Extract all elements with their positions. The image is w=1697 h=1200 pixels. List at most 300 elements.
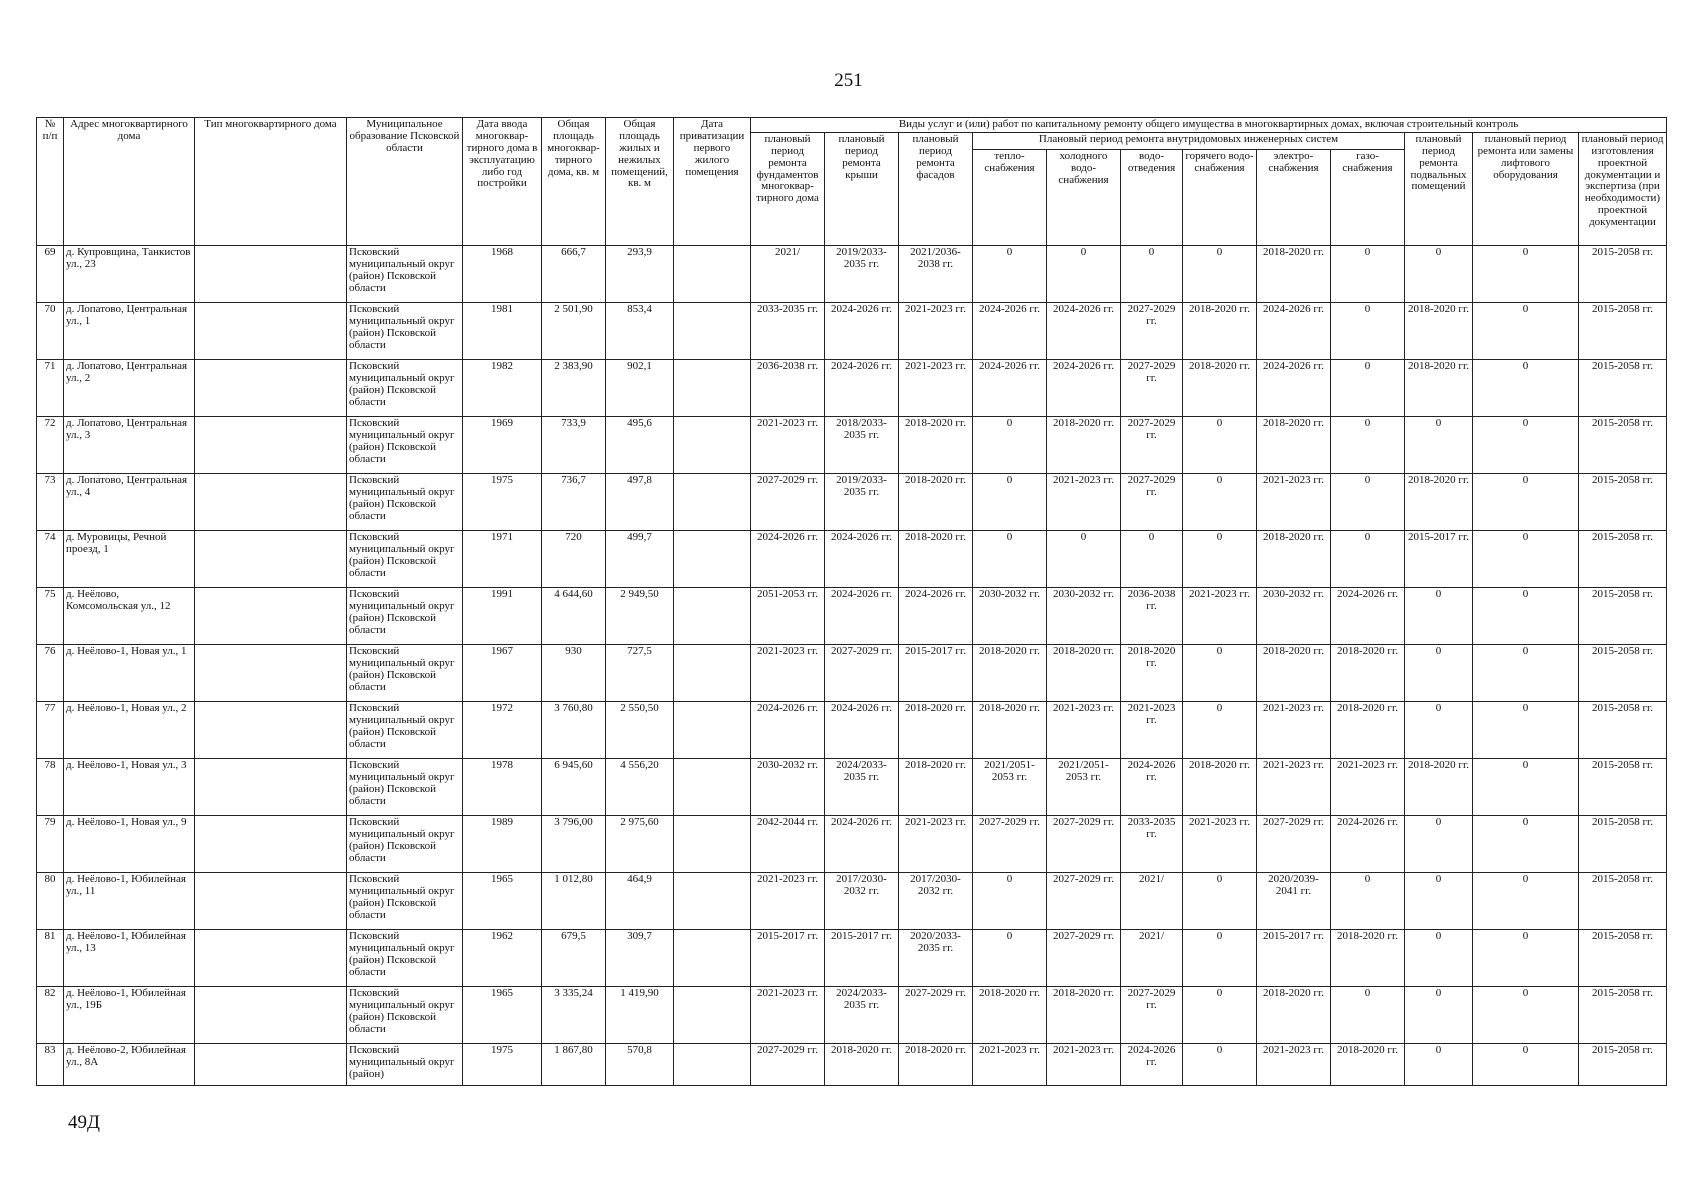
cell-privatization (674, 302, 751, 359)
cell-area-premises: 570,8 (606, 1043, 674, 1085)
cell-privatization (674, 1043, 751, 1085)
cell-gas: 0 (1331, 986, 1405, 1043)
cell-area-premises: 4 556,20 (606, 758, 674, 815)
header-engineering-group: Плановый период ремонта внутридомовых инженерных систем (973, 132, 1405, 149)
cell-municipality: Псковский муниципальный округ (район) Псковской области (347, 929, 463, 986)
cell-design: 2015-2058 гг. (1579, 758, 1667, 815)
cell-electricity: 2024-2026 гг. (1257, 359, 1331, 416)
cell-sewerage: 0 (1121, 530, 1183, 587)
cell-gas: 2018-2020 гг. (1331, 701, 1405, 758)
cell-municipality: Псковский муниципальный округ (район) Псковской области (347, 815, 463, 872)
cell-elevator: 0 (1473, 929, 1579, 986)
cell-elevator: 0 (1473, 416, 1579, 473)
cell-privatization (674, 758, 751, 815)
cell-electricity: 2018-2020 гг. (1257, 245, 1331, 302)
cell-type (195, 986, 347, 1043)
cell-municipality: Псковский муниципальный округ (район) Псковской области (347, 473, 463, 530)
cell-elevator: 0 (1473, 701, 1579, 758)
header-sewerage: водо-отведения (1121, 149, 1183, 245)
table-row (37, 245, 1667, 302)
cell-privatization (674, 644, 751, 701)
cell-type (195, 758, 347, 815)
cell-basement: 0 (1405, 872, 1473, 929)
cell-hot-water: 0 (1183, 872, 1257, 929)
cell-heating: 0 (973, 530, 1047, 587)
cell-heating: 2027-2029 гг. (973, 815, 1047, 872)
cell-year: 1965 (463, 986, 542, 1043)
cell-municipality: Псковский муниципальный округ (район) Псковской области (347, 416, 463, 473)
cell-sewerage: 2027-2029 гг. (1121, 416, 1183, 473)
cell-address: д. Неёлово, Комсомольская ул., 12 (64, 587, 195, 644)
cell-num: 71 (37, 359, 64, 416)
cell-municipality: Псковский муниципальный округ (район) Псковской области (347, 986, 463, 1043)
cell-design: 2015-2058 гг. (1579, 986, 1667, 1043)
cell-area-premises: 853,4 (606, 302, 674, 359)
cell-type (195, 416, 347, 473)
cell-num: 79 (37, 815, 64, 872)
cell-year: 1989 (463, 815, 542, 872)
cell-roof: 2027-2029 гг. (825, 644, 899, 701)
cell-gas: 2018-2020 гг. (1331, 644, 1405, 701)
cell-basement: 0 (1405, 416, 1473, 473)
cell-privatization (674, 416, 751, 473)
cell-total-area: 679,5 (542, 929, 606, 986)
cell-roof: 2024/2033-2035 гг. (825, 986, 899, 1043)
cell-roof: 2024-2026 гг. (825, 701, 899, 758)
cell-privatization (674, 929, 751, 986)
cell-foundation: 2021-2023 гг. (751, 872, 825, 929)
cell-gas: 0 (1331, 302, 1405, 359)
cell-facade: 2020/2033-2035 гг. (899, 929, 973, 986)
cell-basement: 0 (1405, 587, 1473, 644)
cell-type (195, 872, 347, 929)
cell-year: 1965 (463, 872, 542, 929)
cell-num: 80 (37, 872, 64, 929)
cell-year: 1991 (463, 587, 542, 644)
header-works-group: Виды услуг и (или) работ по капитальному ремонту общего имущества в многоквартирных домах, включая строительный контроль (751, 118, 1667, 133)
cell-hot-water: 0 (1183, 986, 1257, 1043)
cell-heating: 2021/2051-2053 гг. (973, 758, 1047, 815)
cell-total-area: 6 945,60 (542, 758, 606, 815)
cell-basement: 0 (1405, 815, 1473, 872)
cell-foundation: 2027-2029 гг. (751, 473, 825, 530)
cell-num: 70 (37, 302, 64, 359)
cell-cold-water: 2030-2032 гг. (1047, 587, 1121, 644)
cell-gas: 0 (1331, 416, 1405, 473)
table-body (37, 245, 1667, 1085)
cell-heating: 0 (973, 245, 1047, 302)
cell-cold-water: 2021/2051-2053 гг. (1047, 758, 1121, 815)
cell-sewerage: 2024-2026 гг. (1121, 758, 1183, 815)
cell-basement: 2018-2020 гг. (1405, 758, 1473, 815)
header-address: Адрес многоквартирного дома (64, 118, 195, 246)
cell-electricity: 2020/2039-2041 гг. (1257, 872, 1331, 929)
cell-foundation: 2021/ (751, 245, 825, 302)
table-row (37, 872, 1667, 929)
cell-address: д. Купровщина, Танкистов ул., 23 (64, 245, 195, 302)
cell-type (195, 302, 347, 359)
cell-heating: 2018-2020 гг. (973, 701, 1047, 758)
cell-roof: 2024/2033-2035 гг. (825, 758, 899, 815)
cell-num: 81 (37, 929, 64, 986)
table-row (37, 587, 1667, 644)
cell-area-premises: 2 949,50 (606, 587, 674, 644)
cell-num: 82 (37, 986, 64, 1043)
table-row (37, 986, 1667, 1043)
cell-facade: 2021-2023 гг. (899, 359, 973, 416)
cell-roof: 2024-2026 гг. (825, 302, 899, 359)
cell-hot-water: 0 (1183, 1043, 1257, 1085)
header-cold-water: холодного водо-снабжения (1047, 149, 1121, 245)
cell-type (195, 530, 347, 587)
repair-schedule-table (36, 117, 1667, 1086)
cell-total-area: 720 (542, 530, 606, 587)
cell-gas: 0 (1331, 473, 1405, 530)
cell-municipality: Псковский муниципальный округ (район) (347, 1043, 463, 1085)
cell-facade: 2018-2020 гг. (899, 701, 973, 758)
cell-year: 1972 (463, 701, 542, 758)
page-number: 251 (834, 70, 863, 91)
cell-address: д. Неёлово-1, Юбилейная ул., 19Б (64, 986, 195, 1043)
cell-elevator: 0 (1473, 359, 1579, 416)
table-row (37, 644, 1667, 701)
header-total-area: Общая площадь многоквар-тирного дома, кв. м (542, 118, 606, 246)
cell-electricity: 2021-2023 гг. (1257, 473, 1331, 530)
cell-type (195, 815, 347, 872)
header-basement: плановый период ремонта подвальных помещений (1405, 132, 1473, 245)
cell-elevator: 0 (1473, 587, 1579, 644)
cell-facade: 2021-2023 гг. (899, 302, 973, 359)
cell-elevator: 0 (1473, 872, 1579, 929)
cell-num: 75 (37, 587, 64, 644)
cell-electricity: 2018-2020 гг. (1257, 416, 1331, 473)
cell-facade: 2018-2020 гг. (899, 1043, 973, 1085)
cell-municipality: Псковский муниципальный округ (район) Псковской области (347, 587, 463, 644)
cell-type (195, 473, 347, 530)
cell-electricity: 2021-2023 гг. (1257, 1043, 1331, 1085)
cell-total-area: 2 501,90 (542, 302, 606, 359)
cell-type (195, 1043, 347, 1085)
cell-type (195, 644, 347, 701)
cell-foundation: 2015-2017 гг. (751, 929, 825, 986)
table-header (37, 118, 1667, 246)
cell-design: 2015-2058 гг. (1579, 416, 1667, 473)
cell-municipality: Псковский муниципальный округ (район) Псковской области (347, 245, 463, 302)
cell-design: 2015-2058 гг. (1579, 587, 1667, 644)
cell-sewerage: 2033-2035 гг. (1121, 815, 1183, 872)
cell-cold-water: 2018-2020 гг. (1047, 986, 1121, 1043)
table-row (37, 302, 1667, 359)
cell-electricity: 2027-2029 гг. (1257, 815, 1331, 872)
cell-design: 2015-2058 гг. (1579, 530, 1667, 587)
cell-electricity: 2018-2020 гг. (1257, 644, 1331, 701)
cell-address: д. Муровицы, Речной проезд, 1 (64, 530, 195, 587)
cell-foundation: 2024-2026 гг. (751, 530, 825, 587)
cell-foundation: 2021-2023 гг. (751, 416, 825, 473)
cell-total-area: 1 867,80 (542, 1043, 606, 1085)
header-privatization-date: Дата приватизации первого жилого помещения (674, 118, 751, 246)
cell-facade: 2018-2020 гг. (899, 758, 973, 815)
cell-electricity: 2024-2026 гг. (1257, 302, 1331, 359)
cell-municipality: Псковский муниципальный округ (район) Псковской области (347, 359, 463, 416)
cell-total-area: 666,7 (542, 245, 606, 302)
cell-sewerage: 2036-2038 гг. (1121, 587, 1183, 644)
cell-design: 2015-2058 гг. (1579, 473, 1667, 530)
cell-gas: 0 (1331, 359, 1405, 416)
cell-heating: 2030-2032 гг. (973, 587, 1047, 644)
cell-area-premises: 2 975,60 (606, 815, 674, 872)
cell-facade: 2021-2023 гг. (899, 815, 973, 872)
cell-hot-water: 2021-2023 гг. (1183, 587, 1257, 644)
cell-roof: 2024-2026 гг. (825, 530, 899, 587)
cell-cold-water: 2018-2020 гг. (1047, 416, 1121, 473)
cell-hot-water: 2018-2020 гг. (1183, 758, 1257, 815)
cell-cold-water: 2024-2026 гг. (1047, 359, 1121, 416)
header-foundation: плановый период ремонта фундаментов многоквар-тирного дома (751, 132, 825, 245)
cell-hot-water: 2021-2023 гг. (1183, 815, 1257, 872)
cell-num: 77 (37, 701, 64, 758)
cell-municipality: Псковский муниципальный округ (район) Псковской области (347, 701, 463, 758)
cell-year: 1971 (463, 530, 542, 587)
cell-num: 78 (37, 758, 64, 815)
cell-elevator: 0 (1473, 644, 1579, 701)
cell-year: 1982 (463, 359, 542, 416)
cell-area-premises: 2 550,50 (606, 701, 674, 758)
cell-total-area: 3 796,00 (542, 815, 606, 872)
cell-foundation: 2021-2023 гг. (751, 644, 825, 701)
cell-facade: 2015-2017 гг. (899, 644, 973, 701)
cell-design: 2015-2058 гг. (1579, 245, 1667, 302)
cell-sewerage: 0 (1121, 245, 1183, 302)
cell-basement: 0 (1405, 644, 1473, 701)
cell-roof: 2017/2030-2032 гг. (825, 872, 899, 929)
cell-privatization (674, 359, 751, 416)
header-elevator: плановый период ремонта или замены лифтового оборудования (1473, 132, 1579, 245)
cell-electricity: 2018-2020 гг. (1257, 530, 1331, 587)
cell-hot-water: 0 (1183, 929, 1257, 986)
cell-basement: 2015-2017 гг. (1405, 530, 1473, 587)
cell-basement: 2018-2020 гг. (1405, 359, 1473, 416)
cell-elevator: 0 (1473, 302, 1579, 359)
cell-privatization (674, 986, 751, 1043)
cell-total-area: 736,7 (542, 473, 606, 530)
table-row (37, 758, 1667, 815)
cell-privatization (674, 473, 751, 530)
cell-num: 83 (37, 1043, 64, 1085)
cell-design: 2015-2058 гг. (1579, 644, 1667, 701)
cell-sewerage: 2018-2020 гг. (1121, 644, 1183, 701)
cell-privatization (674, 530, 751, 587)
cell-address: д. Лопатово, Центральная ул., 3 (64, 416, 195, 473)
cell-foundation: 2051-2053 гг. (751, 587, 825, 644)
table-row (37, 929, 1667, 986)
cell-address: д. Лопатово, Центральная ул., 2 (64, 359, 195, 416)
cell-electricity: 2030-2032 гг. (1257, 587, 1331, 644)
cell-area-premises: 293,9 (606, 245, 674, 302)
cell-sewerage: 2027-2029 гг. (1121, 986, 1183, 1043)
cell-foundation: 2024-2026 гг. (751, 701, 825, 758)
cell-num: 69 (37, 245, 64, 302)
header-electricity: электро-снабжения (1257, 149, 1331, 245)
cell-type (195, 359, 347, 416)
cell-basement: 2018-2020 гг. (1405, 473, 1473, 530)
header-type: Тип многоквартирного дома (195, 118, 347, 246)
cell-cold-water: 2027-2029 гг. (1047, 929, 1121, 986)
cell-cold-water: 2021-2023 гг. (1047, 473, 1121, 530)
header-area-premises: Общая площадь жилых и нежилых помещений, кв. м (606, 118, 674, 246)
table-row (37, 815, 1667, 872)
cell-year: 1978 (463, 758, 542, 815)
header-date-commissioning: Дата ввода многоквар-тирного дома в эксплуатацию либо год постройки (463, 118, 542, 246)
table-row (37, 416, 1667, 473)
cell-cold-water: 0 (1047, 245, 1121, 302)
cell-gas: 0 (1331, 245, 1405, 302)
cell-foundation: 2042-2044 гг. (751, 815, 825, 872)
cell-facade: 2018-2020 гг. (899, 530, 973, 587)
cell-design: 2015-2058 гг. (1579, 815, 1667, 872)
cell-sewerage: 2021/ (1121, 872, 1183, 929)
cell-area-premises: 497,8 (606, 473, 674, 530)
cell-municipality: Псковский муниципальный округ (район) Псковской области (347, 644, 463, 701)
cell-sewerage: 2027-2029 гг. (1121, 473, 1183, 530)
cell-area-premises: 1 419,90 (606, 986, 674, 1043)
cell-total-area: 930 (542, 644, 606, 701)
cell-area-premises: 464,9 (606, 872, 674, 929)
cell-municipality: Псковский муниципальный округ (район) Псковской области (347, 872, 463, 929)
cell-area-premises: 495,6 (606, 416, 674, 473)
cell-roof: 2019/2033-2035 гг. (825, 473, 899, 530)
cell-hot-water: 0 (1183, 530, 1257, 587)
cell-roof: 2018/2033-2035 гг. (825, 416, 899, 473)
cell-sewerage: 2027-2029 гг. (1121, 359, 1183, 416)
cell-municipality: Псковский муниципальный округ (район) Псковской области (347, 302, 463, 359)
cell-facade: 2017/2030-2032 гг. (899, 872, 973, 929)
cell-address: д. Неёлово-2, Юбилейная ул., 8А (64, 1043, 195, 1085)
cell-hot-water: 0 (1183, 644, 1257, 701)
cell-basement: 0 (1405, 929, 1473, 986)
cell-basement: 0 (1405, 986, 1473, 1043)
cell-gas: 0 (1331, 872, 1405, 929)
cell-roof: 2018-2020 гг. (825, 1043, 899, 1085)
cell-num: 72 (37, 416, 64, 473)
table-row (37, 473, 1667, 530)
cell-total-area: 2 383,90 (542, 359, 606, 416)
cell-address: д. Лопатово, Центральная ул., 1 (64, 302, 195, 359)
cell-privatization (674, 815, 751, 872)
cell-roof: 2024-2026 гг. (825, 359, 899, 416)
cell-sewerage: 2021-2023 гг. (1121, 701, 1183, 758)
cell-electricity: 2018-2020 гг. (1257, 986, 1331, 1043)
cell-foundation: 2021-2023 гг. (751, 986, 825, 1043)
document-code: 49Д (68, 1112, 100, 1133)
cell-privatization (674, 587, 751, 644)
cell-area-premises: 727,5 (606, 644, 674, 701)
cell-year: 1968 (463, 245, 542, 302)
cell-cold-water: 0 (1047, 530, 1121, 587)
cell-gas: 2018-2020 гг. (1331, 929, 1405, 986)
cell-basement: 0 (1405, 1043, 1473, 1085)
cell-heating: 2021-2023 гг. (973, 1043, 1047, 1085)
cell-heating: 0 (973, 929, 1047, 986)
cell-municipality: Псковский муниципальный округ (район) Псковской области (347, 758, 463, 815)
cell-address: д. Неёлово-1, Юбилейная ул., 11 (64, 872, 195, 929)
cell-address: д. Неёлово-1, Новая ул., 9 (64, 815, 195, 872)
cell-elevator: 0 (1473, 530, 1579, 587)
header-gas: газо-снабжения (1331, 149, 1405, 245)
cell-hot-water: 0 (1183, 245, 1257, 302)
header-heating: тепло-снабжения (973, 149, 1047, 245)
cell-electricity: 2015-2017 гг. (1257, 929, 1331, 986)
cell-heating: 0 (973, 416, 1047, 473)
cell-type (195, 929, 347, 986)
cell-cold-water: 2027-2029 гг. (1047, 872, 1121, 929)
cell-gas: 2021-2023 гг. (1331, 758, 1405, 815)
table-row (37, 1043, 1667, 1085)
cell-sewerage: 2027-2029 гг. (1121, 302, 1183, 359)
cell-design: 2015-2058 гг. (1579, 701, 1667, 758)
cell-sewerage: 2021/ (1121, 929, 1183, 986)
cell-num: 76 (37, 644, 64, 701)
cell-elevator: 0 (1473, 758, 1579, 815)
cell-gas: 2024-2026 гг. (1331, 815, 1405, 872)
cell-year: 1975 (463, 473, 542, 530)
cell-heating: 2024-2026 гг. (973, 359, 1047, 416)
cell-year: 1962 (463, 929, 542, 986)
cell-area-premises: 499,7 (606, 530, 674, 587)
cell-roof: 2024-2026 гг. (825, 587, 899, 644)
cell-sewerage: 2024-2026 гг. (1121, 1043, 1183, 1085)
cell-cold-water: 2018-2020 гг. (1047, 644, 1121, 701)
cell-hot-water: 0 (1183, 473, 1257, 530)
cell-elevator: 0 (1473, 1043, 1579, 1085)
cell-foundation: 2027-2029 гг. (751, 1043, 825, 1085)
cell-roof: 2024-2026 гг. (825, 815, 899, 872)
cell-address: д. Лопатово, Центральная ул., 4 (64, 473, 195, 530)
cell-roof: 2015-2017 гг. (825, 929, 899, 986)
cell-cold-water: 2021-2023 гг. (1047, 1043, 1121, 1085)
cell-total-area: 733,9 (542, 416, 606, 473)
cell-area-premises: 309,7 (606, 929, 674, 986)
header-num: № п/п (37, 118, 64, 246)
cell-address: д. Неёлово-1, Юбилейная ул., 13 (64, 929, 195, 986)
cell-foundation: 2030-2032 гг. (751, 758, 825, 815)
cell-type (195, 701, 347, 758)
cell-type (195, 587, 347, 644)
cell-facade: 2018-2020 гг. (899, 416, 973, 473)
cell-year: 1967 (463, 644, 542, 701)
header-municipality: Муниципальное образование Псковской области (347, 118, 463, 246)
cell-heating: 2018-2020 гг. (973, 644, 1047, 701)
cell-privatization (674, 872, 751, 929)
cell-design: 2015-2058 гг. (1579, 929, 1667, 986)
cell-total-area: 1 012,80 (542, 872, 606, 929)
cell-design: 2015-2058 гг. (1579, 1043, 1667, 1085)
cell-type (195, 245, 347, 302)
cell-total-area: 3 335,24 (542, 986, 606, 1043)
cell-heating: 0 (973, 872, 1047, 929)
cell-num: 74 (37, 530, 64, 587)
cell-hot-water: 2018-2020 гг. (1183, 359, 1257, 416)
cell-cold-water: 2024-2026 гг. (1047, 302, 1121, 359)
cell-elevator: 0 (1473, 986, 1579, 1043)
cell-gas: 2018-2020 гг. (1331, 1043, 1405, 1085)
cell-basement: 0 (1405, 245, 1473, 302)
cell-privatization (674, 245, 751, 302)
cell-foundation: 2036-2038 гг. (751, 359, 825, 416)
cell-facade: 2021/2036-2038 гг. (899, 245, 973, 302)
cell-year: 1975 (463, 1043, 542, 1085)
cell-municipality: Псковский муниципальный округ (район) Псковской области (347, 530, 463, 587)
